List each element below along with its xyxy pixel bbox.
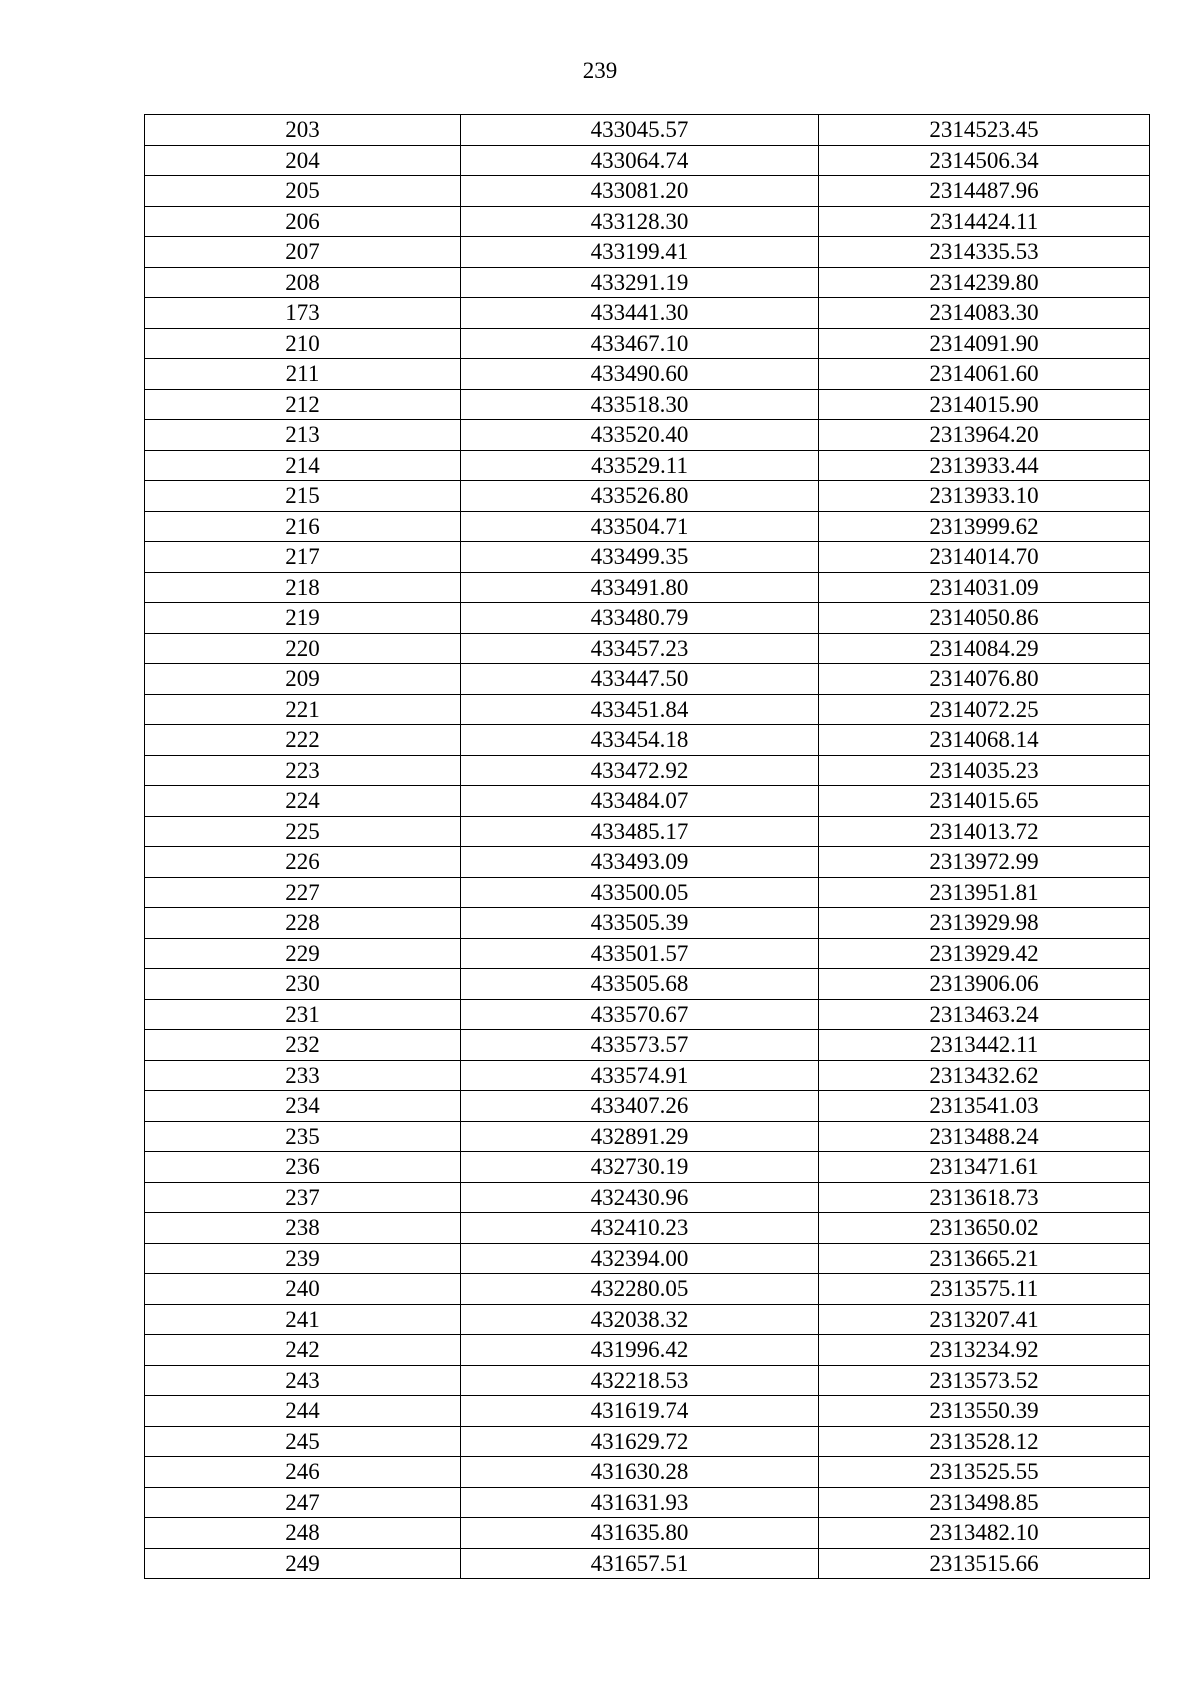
x-coordinate-cell: 433505.39 bbox=[461, 908, 819, 939]
y-coordinate-cell: 2313498.85 bbox=[819, 1487, 1150, 1518]
point-number-cell: 203 bbox=[145, 115, 461, 146]
y-coordinate-cell: 2314083.30 bbox=[819, 298, 1150, 329]
table-row bbox=[145, 877, 1150, 908]
x-coordinate-cell: 432394.00 bbox=[461, 1243, 819, 1274]
table-row bbox=[145, 847, 1150, 878]
x-coordinate-cell: 431619.74 bbox=[461, 1396, 819, 1427]
y-coordinate-cell: 2313515.66 bbox=[819, 1548, 1150, 1579]
table-row bbox=[145, 145, 1150, 176]
y-coordinate-cell: 2314335.53 bbox=[819, 237, 1150, 268]
x-coordinate-cell: 432038.32 bbox=[461, 1304, 819, 1335]
point-number-cell: 246 bbox=[145, 1457, 461, 1488]
y-coordinate-cell: 2314035.23 bbox=[819, 755, 1150, 786]
y-coordinate-cell: 2313575.11 bbox=[819, 1274, 1150, 1305]
table-row bbox=[145, 1243, 1150, 1274]
point-number-cell: 224 bbox=[145, 786, 461, 817]
table-row bbox=[145, 664, 1150, 695]
x-coordinate-cell: 432891.29 bbox=[461, 1121, 819, 1152]
y-coordinate-cell: 2313929.98 bbox=[819, 908, 1150, 939]
table-row bbox=[145, 542, 1150, 573]
y-coordinate-cell: 2313933.44 bbox=[819, 450, 1150, 481]
point-number-cell: 229 bbox=[145, 938, 461, 969]
x-coordinate-cell: 433518.30 bbox=[461, 389, 819, 420]
table-row bbox=[145, 115, 1150, 146]
x-coordinate-cell: 433199.41 bbox=[461, 237, 819, 268]
table-row bbox=[145, 511, 1150, 542]
y-coordinate-cell: 2313207.41 bbox=[819, 1304, 1150, 1335]
table-row bbox=[145, 938, 1150, 969]
table-row bbox=[145, 1335, 1150, 1366]
point-number-cell: 214 bbox=[145, 450, 461, 481]
table-row bbox=[145, 1396, 1150, 1427]
y-coordinate-cell: 2313964.20 bbox=[819, 420, 1150, 451]
y-coordinate-cell: 2314068.14 bbox=[819, 725, 1150, 756]
y-coordinate-cell: 2313999.62 bbox=[819, 511, 1150, 542]
table-row bbox=[145, 1274, 1150, 1305]
x-coordinate-cell: 433454.18 bbox=[461, 725, 819, 756]
table-row bbox=[145, 725, 1150, 756]
point-number-cell: 243 bbox=[145, 1365, 461, 1396]
x-coordinate-cell: 432430.96 bbox=[461, 1182, 819, 1213]
point-number-cell: 233 bbox=[145, 1060, 461, 1091]
table-row bbox=[145, 1213, 1150, 1244]
point-number-cell: 222 bbox=[145, 725, 461, 756]
y-coordinate-cell: 2313528.12 bbox=[819, 1426, 1150, 1457]
x-coordinate-cell: 433472.92 bbox=[461, 755, 819, 786]
point-number-cell: 204 bbox=[145, 145, 461, 176]
y-coordinate-cell: 2313951.81 bbox=[819, 877, 1150, 908]
point-number-cell: 228 bbox=[145, 908, 461, 939]
y-coordinate-cell: 2314061.60 bbox=[819, 359, 1150, 390]
y-coordinate-cell: 2314015.90 bbox=[819, 389, 1150, 420]
table-row bbox=[145, 359, 1150, 390]
point-number-cell: 215 bbox=[145, 481, 461, 512]
x-coordinate-cell: 433128.30 bbox=[461, 206, 819, 237]
x-coordinate-cell: 433573.57 bbox=[461, 1030, 819, 1061]
x-coordinate-cell: 433451.84 bbox=[461, 694, 819, 725]
table-row bbox=[145, 816, 1150, 847]
x-coordinate-cell: 433485.17 bbox=[461, 816, 819, 847]
x-coordinate-cell: 431657.51 bbox=[461, 1548, 819, 1579]
x-coordinate-cell: 433490.60 bbox=[461, 359, 819, 390]
point-number-cell: 205 bbox=[145, 176, 461, 207]
point-number-cell: 238 bbox=[145, 1213, 461, 1244]
x-coordinate-cell: 431631.93 bbox=[461, 1487, 819, 1518]
y-coordinate-cell: 2314013.72 bbox=[819, 816, 1150, 847]
y-coordinate-cell: 2313234.92 bbox=[819, 1335, 1150, 1366]
table-row bbox=[145, 237, 1150, 268]
x-coordinate-cell: 433529.11 bbox=[461, 450, 819, 481]
y-coordinate-cell: 2314031.09 bbox=[819, 572, 1150, 603]
x-coordinate-cell: 433441.30 bbox=[461, 298, 819, 329]
table-row bbox=[145, 1060, 1150, 1091]
point-number-cell: 235 bbox=[145, 1121, 461, 1152]
x-coordinate-cell: 433570.67 bbox=[461, 999, 819, 1030]
table-row bbox=[145, 206, 1150, 237]
table-row bbox=[145, 1182, 1150, 1213]
point-number-cell: 230 bbox=[145, 969, 461, 1000]
x-coordinate-cell: 433520.40 bbox=[461, 420, 819, 451]
point-number-cell: 211 bbox=[145, 359, 461, 390]
x-coordinate-cell: 431629.72 bbox=[461, 1426, 819, 1457]
table-row bbox=[145, 1121, 1150, 1152]
table-row bbox=[145, 267, 1150, 298]
point-number-cell: 239 bbox=[145, 1243, 461, 1274]
x-coordinate-cell: 432730.19 bbox=[461, 1152, 819, 1183]
table-row bbox=[145, 176, 1150, 207]
table-row bbox=[145, 1030, 1150, 1061]
table-row bbox=[145, 755, 1150, 786]
x-coordinate-cell: 433447.50 bbox=[461, 664, 819, 695]
point-number-cell: 221 bbox=[145, 694, 461, 725]
x-coordinate-cell: 432410.23 bbox=[461, 1213, 819, 1244]
point-number-cell: 218 bbox=[145, 572, 461, 603]
point-number-cell: 242 bbox=[145, 1335, 461, 1366]
x-coordinate-cell: 433480.79 bbox=[461, 603, 819, 634]
point-number-cell: 210 bbox=[145, 328, 461, 359]
table-row bbox=[145, 389, 1150, 420]
point-number-cell: 219 bbox=[145, 603, 461, 634]
y-coordinate-cell: 2313525.55 bbox=[819, 1457, 1150, 1488]
table-row bbox=[145, 908, 1150, 939]
x-coordinate-cell: 433081.20 bbox=[461, 176, 819, 207]
y-coordinate-cell: 2313665.21 bbox=[819, 1243, 1150, 1274]
x-coordinate-cell: 433499.35 bbox=[461, 542, 819, 573]
table-row bbox=[145, 969, 1150, 1000]
y-coordinate-cell: 2314506.34 bbox=[819, 145, 1150, 176]
point-number-cell: 231 bbox=[145, 999, 461, 1030]
table-row bbox=[145, 481, 1150, 512]
y-coordinate-cell: 2314072.25 bbox=[819, 694, 1150, 725]
y-coordinate-cell: 2313463.24 bbox=[819, 999, 1150, 1030]
point-number-cell: 241 bbox=[145, 1304, 461, 1335]
x-coordinate-cell: 433501.57 bbox=[461, 938, 819, 969]
point-number-cell: 237 bbox=[145, 1182, 461, 1213]
point-number-cell: 216 bbox=[145, 511, 461, 542]
point-number-cell: 244 bbox=[145, 1396, 461, 1427]
x-coordinate-cell: 433457.23 bbox=[461, 633, 819, 664]
table-row bbox=[145, 450, 1150, 481]
x-coordinate-cell: 433491.80 bbox=[461, 572, 819, 603]
y-coordinate-cell: 2314015.65 bbox=[819, 786, 1150, 817]
y-coordinate-cell: 2313618.73 bbox=[819, 1182, 1150, 1213]
table-row bbox=[145, 633, 1150, 664]
y-coordinate-cell: 2313972.99 bbox=[819, 847, 1150, 878]
table-row bbox=[145, 298, 1150, 329]
table-row bbox=[145, 1548, 1150, 1579]
x-coordinate-cell: 433504.71 bbox=[461, 511, 819, 542]
point-number-cell: 247 bbox=[145, 1487, 461, 1518]
x-coordinate-cell: 433505.68 bbox=[461, 969, 819, 1000]
y-coordinate-cell: 2314091.90 bbox=[819, 328, 1150, 359]
x-coordinate-cell: 433484.07 bbox=[461, 786, 819, 817]
point-number-cell: 240 bbox=[145, 1274, 461, 1305]
point-number-cell: 206 bbox=[145, 206, 461, 237]
y-coordinate-cell: 2314050.86 bbox=[819, 603, 1150, 634]
y-coordinate-cell: 2313573.52 bbox=[819, 1365, 1150, 1396]
table-row bbox=[145, 1091, 1150, 1122]
table-row bbox=[145, 1152, 1150, 1183]
point-number-cell: 208 bbox=[145, 267, 461, 298]
point-number-cell: 207 bbox=[145, 237, 461, 268]
point-number-cell: 173 bbox=[145, 298, 461, 329]
point-number-cell: 213 bbox=[145, 420, 461, 451]
y-coordinate-cell: 2313550.39 bbox=[819, 1396, 1150, 1427]
y-coordinate-cell: 2313906.06 bbox=[819, 969, 1150, 1000]
coordinate-table-body bbox=[145, 115, 1150, 1579]
y-coordinate-cell: 2313488.24 bbox=[819, 1121, 1150, 1152]
x-coordinate-cell: 433467.10 bbox=[461, 328, 819, 359]
point-number-cell: 220 bbox=[145, 633, 461, 664]
x-coordinate-cell: 433574.91 bbox=[461, 1060, 819, 1091]
y-coordinate-cell: 2313933.10 bbox=[819, 481, 1150, 512]
point-number-cell: 236 bbox=[145, 1152, 461, 1183]
table-row bbox=[145, 999, 1150, 1030]
x-coordinate-cell: 433526.80 bbox=[461, 481, 819, 512]
y-coordinate-cell: 2313442.11 bbox=[819, 1030, 1150, 1061]
y-coordinate-cell: 2314424.11 bbox=[819, 206, 1150, 237]
y-coordinate-cell: 2314523.45 bbox=[819, 115, 1150, 146]
y-coordinate-cell: 2313929.42 bbox=[819, 938, 1150, 969]
y-coordinate-cell: 2314014.70 bbox=[819, 542, 1150, 573]
point-number-cell: 232 bbox=[145, 1030, 461, 1061]
table-row bbox=[145, 786, 1150, 817]
y-coordinate-cell: 2313471.61 bbox=[819, 1152, 1150, 1183]
y-coordinate-cell: 2313541.03 bbox=[819, 1091, 1150, 1122]
point-number-cell: 223 bbox=[145, 755, 461, 786]
x-coordinate-cell: 431630.28 bbox=[461, 1457, 819, 1488]
table-row bbox=[145, 1365, 1150, 1396]
y-coordinate-cell: 2314487.96 bbox=[819, 176, 1150, 207]
point-number-cell: 227 bbox=[145, 877, 461, 908]
table-row bbox=[145, 1518, 1150, 1549]
x-coordinate-cell: 432280.05 bbox=[461, 1274, 819, 1305]
point-number-cell: 249 bbox=[145, 1548, 461, 1579]
y-coordinate-cell: 2314239.80 bbox=[819, 267, 1150, 298]
y-coordinate-cell: 2313482.10 bbox=[819, 1518, 1150, 1549]
x-coordinate-cell: 433291.19 bbox=[461, 267, 819, 298]
page-number: 239 bbox=[582, 58, 618, 83]
table-row bbox=[145, 572, 1150, 603]
coordinate-table bbox=[144, 114, 1150, 1579]
table-row bbox=[145, 694, 1150, 725]
table-row bbox=[145, 1487, 1150, 1518]
x-coordinate-cell: 433500.05 bbox=[461, 877, 819, 908]
table-row bbox=[145, 1304, 1150, 1335]
x-coordinate-cell: 431635.80 bbox=[461, 1518, 819, 1549]
x-coordinate-cell: 433045.57 bbox=[461, 115, 819, 146]
point-number-cell: 245 bbox=[145, 1426, 461, 1457]
table-row bbox=[145, 1457, 1150, 1488]
table-row bbox=[145, 328, 1150, 359]
y-coordinate-cell: 2313650.02 bbox=[819, 1213, 1150, 1244]
point-number-cell: 209 bbox=[145, 664, 461, 695]
point-number-cell: 225 bbox=[145, 816, 461, 847]
x-coordinate-cell: 433493.09 bbox=[461, 847, 819, 878]
y-coordinate-cell: 2313432.62 bbox=[819, 1060, 1150, 1091]
x-coordinate-cell: 431996.42 bbox=[461, 1335, 819, 1366]
point-number-cell: 217 bbox=[145, 542, 461, 573]
y-coordinate-cell: 2314076.80 bbox=[819, 664, 1150, 695]
x-coordinate-cell: 432218.53 bbox=[461, 1365, 819, 1396]
point-number-cell: 234 bbox=[145, 1091, 461, 1122]
x-coordinate-cell: 433064.74 bbox=[461, 145, 819, 176]
x-coordinate-cell: 433407.26 bbox=[461, 1091, 819, 1122]
y-coordinate-cell: 2314084.29 bbox=[819, 633, 1150, 664]
point-number-cell: 248 bbox=[145, 1518, 461, 1549]
table-row bbox=[145, 1426, 1150, 1457]
point-number-cell: 212 bbox=[145, 389, 461, 420]
table-row bbox=[145, 420, 1150, 451]
point-number-cell: 226 bbox=[145, 847, 461, 878]
table-row bbox=[145, 603, 1150, 634]
